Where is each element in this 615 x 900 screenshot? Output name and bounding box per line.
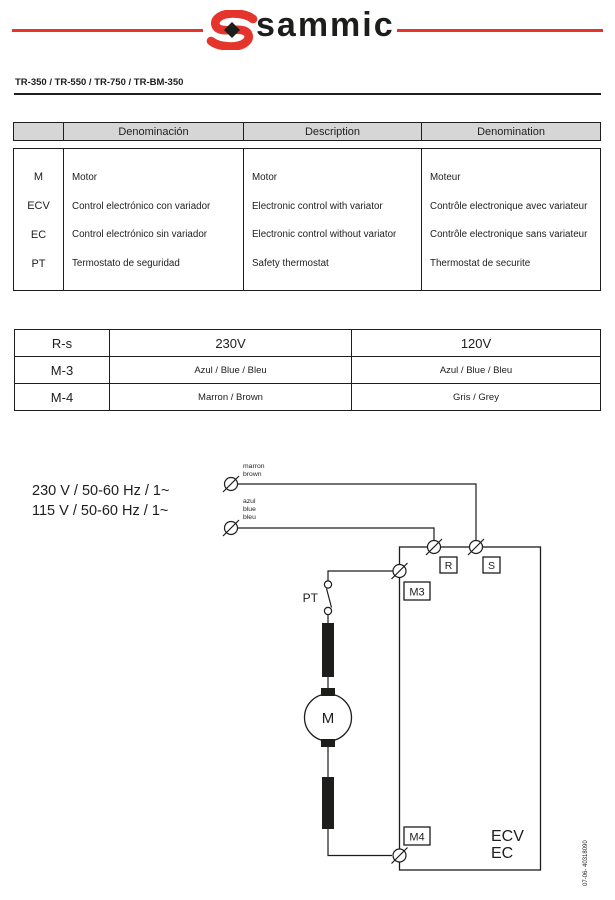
terminal-m4-icon bbox=[392, 848, 408, 864]
legend-en: Electronic control with variator bbox=[252, 200, 383, 212]
legend-header-cell bbox=[14, 123, 64, 140]
legend-column-es bbox=[64, 149, 244, 290]
terminal-m3-icon bbox=[392, 563, 408, 579]
neutral-wire-label: bleu bbox=[243, 514, 256, 521]
legend-en: Safety thermostat bbox=[252, 258, 329, 270]
wiring-diagram bbox=[0, 420, 615, 900]
legend-fr: Moteur bbox=[430, 171, 461, 183]
wire-color-120: Azul / Blue / Bleu bbox=[351, 357, 600, 383]
legend-code: ECV bbox=[27, 200, 50, 213]
controller-label-ecv: ECV bbox=[491, 828, 524, 845]
table-row bbox=[15, 330, 600, 356]
legend-en: Electronic control without variator bbox=[252, 229, 397, 241]
legend-fr: Thermostat de securite bbox=[430, 258, 531, 270]
brand-wordmark: sammic bbox=[256, 6, 395, 44]
wire-neutral bbox=[238, 528, 435, 541]
neutral-wire-label: azul bbox=[243, 498, 256, 505]
pt-label: PT bbox=[302, 591, 318, 605]
controller-label-ec: EC bbox=[491, 845, 514, 862]
terminal-r-icon bbox=[426, 539, 442, 555]
pt-switch-icon bbox=[324, 581, 331, 615]
wire-color-230: Marron / Brown bbox=[109, 384, 351, 410]
input-terminal-live-icon bbox=[223, 476, 239, 492]
wire-m3-to-pt bbox=[328, 571, 393, 581]
terminal-s-label: S bbox=[487, 560, 496, 572]
supply-voltage-115: 115 V / 50-60 Hz / 1~ bbox=[32, 503, 169, 519]
motor-brush-bottom bbox=[321, 739, 335, 747]
header-rule-left bbox=[12, 29, 203, 32]
wire-color-230: Azul / Blue / Bleu bbox=[109, 357, 351, 383]
live-wire-label: brown bbox=[243, 471, 262, 478]
legend-column-en bbox=[244, 149, 422, 290]
input-terminal-neutral-icon bbox=[223, 520, 239, 536]
neutral-wire-label: blue bbox=[243, 506, 256, 513]
motor-label: M bbox=[321, 710, 335, 727]
sammic-logo-icon bbox=[206, 10, 258, 50]
legend-en: Motor bbox=[252, 171, 278, 183]
legend-es: Termostato de seguridad bbox=[72, 258, 180, 270]
choke-top bbox=[322, 623, 334, 677]
terminal-m3-label: M3 bbox=[409, 586, 425, 599]
choke-bottom bbox=[322, 777, 334, 829]
model-list: TR-350 / TR-550 / TR-750 / TR-BM-350 bbox=[15, 77, 184, 88]
legend-code: M bbox=[33, 171, 44, 184]
wire-live bbox=[238, 484, 477, 541]
table-row bbox=[15, 356, 600, 383]
wire-table-header: R-s bbox=[51, 335, 73, 351]
wire-code: M-4 bbox=[50, 389, 74, 405]
wire-choke-to-m4 bbox=[328, 829, 392, 856]
legend-header-cell: Denomination bbox=[477, 125, 545, 138]
live-wire-label: marron bbox=[243, 463, 265, 470]
wire-color-120: Gris / Grey bbox=[351, 384, 600, 410]
legend-es: Control electrónico sin variador bbox=[72, 229, 208, 241]
legend-fr: Contrôle electronique avec variateur bbox=[430, 200, 588, 212]
legend-column-fr bbox=[422, 149, 600, 290]
terminal-r-label: R bbox=[444, 560, 453, 572]
legend-es: Control electrónico con variador bbox=[72, 200, 211, 212]
legend-header-cell: Denominación bbox=[64, 123, 244, 140]
wire-color-table bbox=[14, 329, 601, 411]
doc-ref: 07-06- 40318090 bbox=[583, 840, 589, 886]
terminal-s-icon bbox=[468, 539, 484, 555]
table-row bbox=[15, 383, 600, 410]
supply-voltage-230: 230 V / 50-60 Hz / 1~ bbox=[32, 483, 170, 499]
legend-es: Motor bbox=[72, 171, 98, 183]
wire-code: M-3 bbox=[50, 362, 74, 378]
model-underline bbox=[14, 93, 601, 95]
legend-code: EC bbox=[30, 228, 47, 241]
legend-column-codes bbox=[14, 149, 64, 290]
legend-fr: Contrôle electronique sans variateur bbox=[430, 229, 588, 241]
legend-code: PT bbox=[31, 257, 46, 270]
header-rule-right bbox=[397, 29, 603, 32]
terminal-m4-label: M4 bbox=[409, 831, 425, 844]
wire-table-header: 230V bbox=[109, 330, 351, 356]
wire-table-header: 120V bbox=[351, 330, 600, 356]
legend-table-header bbox=[13, 122, 601, 141]
legend-table-body bbox=[13, 148, 601, 291]
legend-header-cell: Description bbox=[244, 123, 422, 140]
